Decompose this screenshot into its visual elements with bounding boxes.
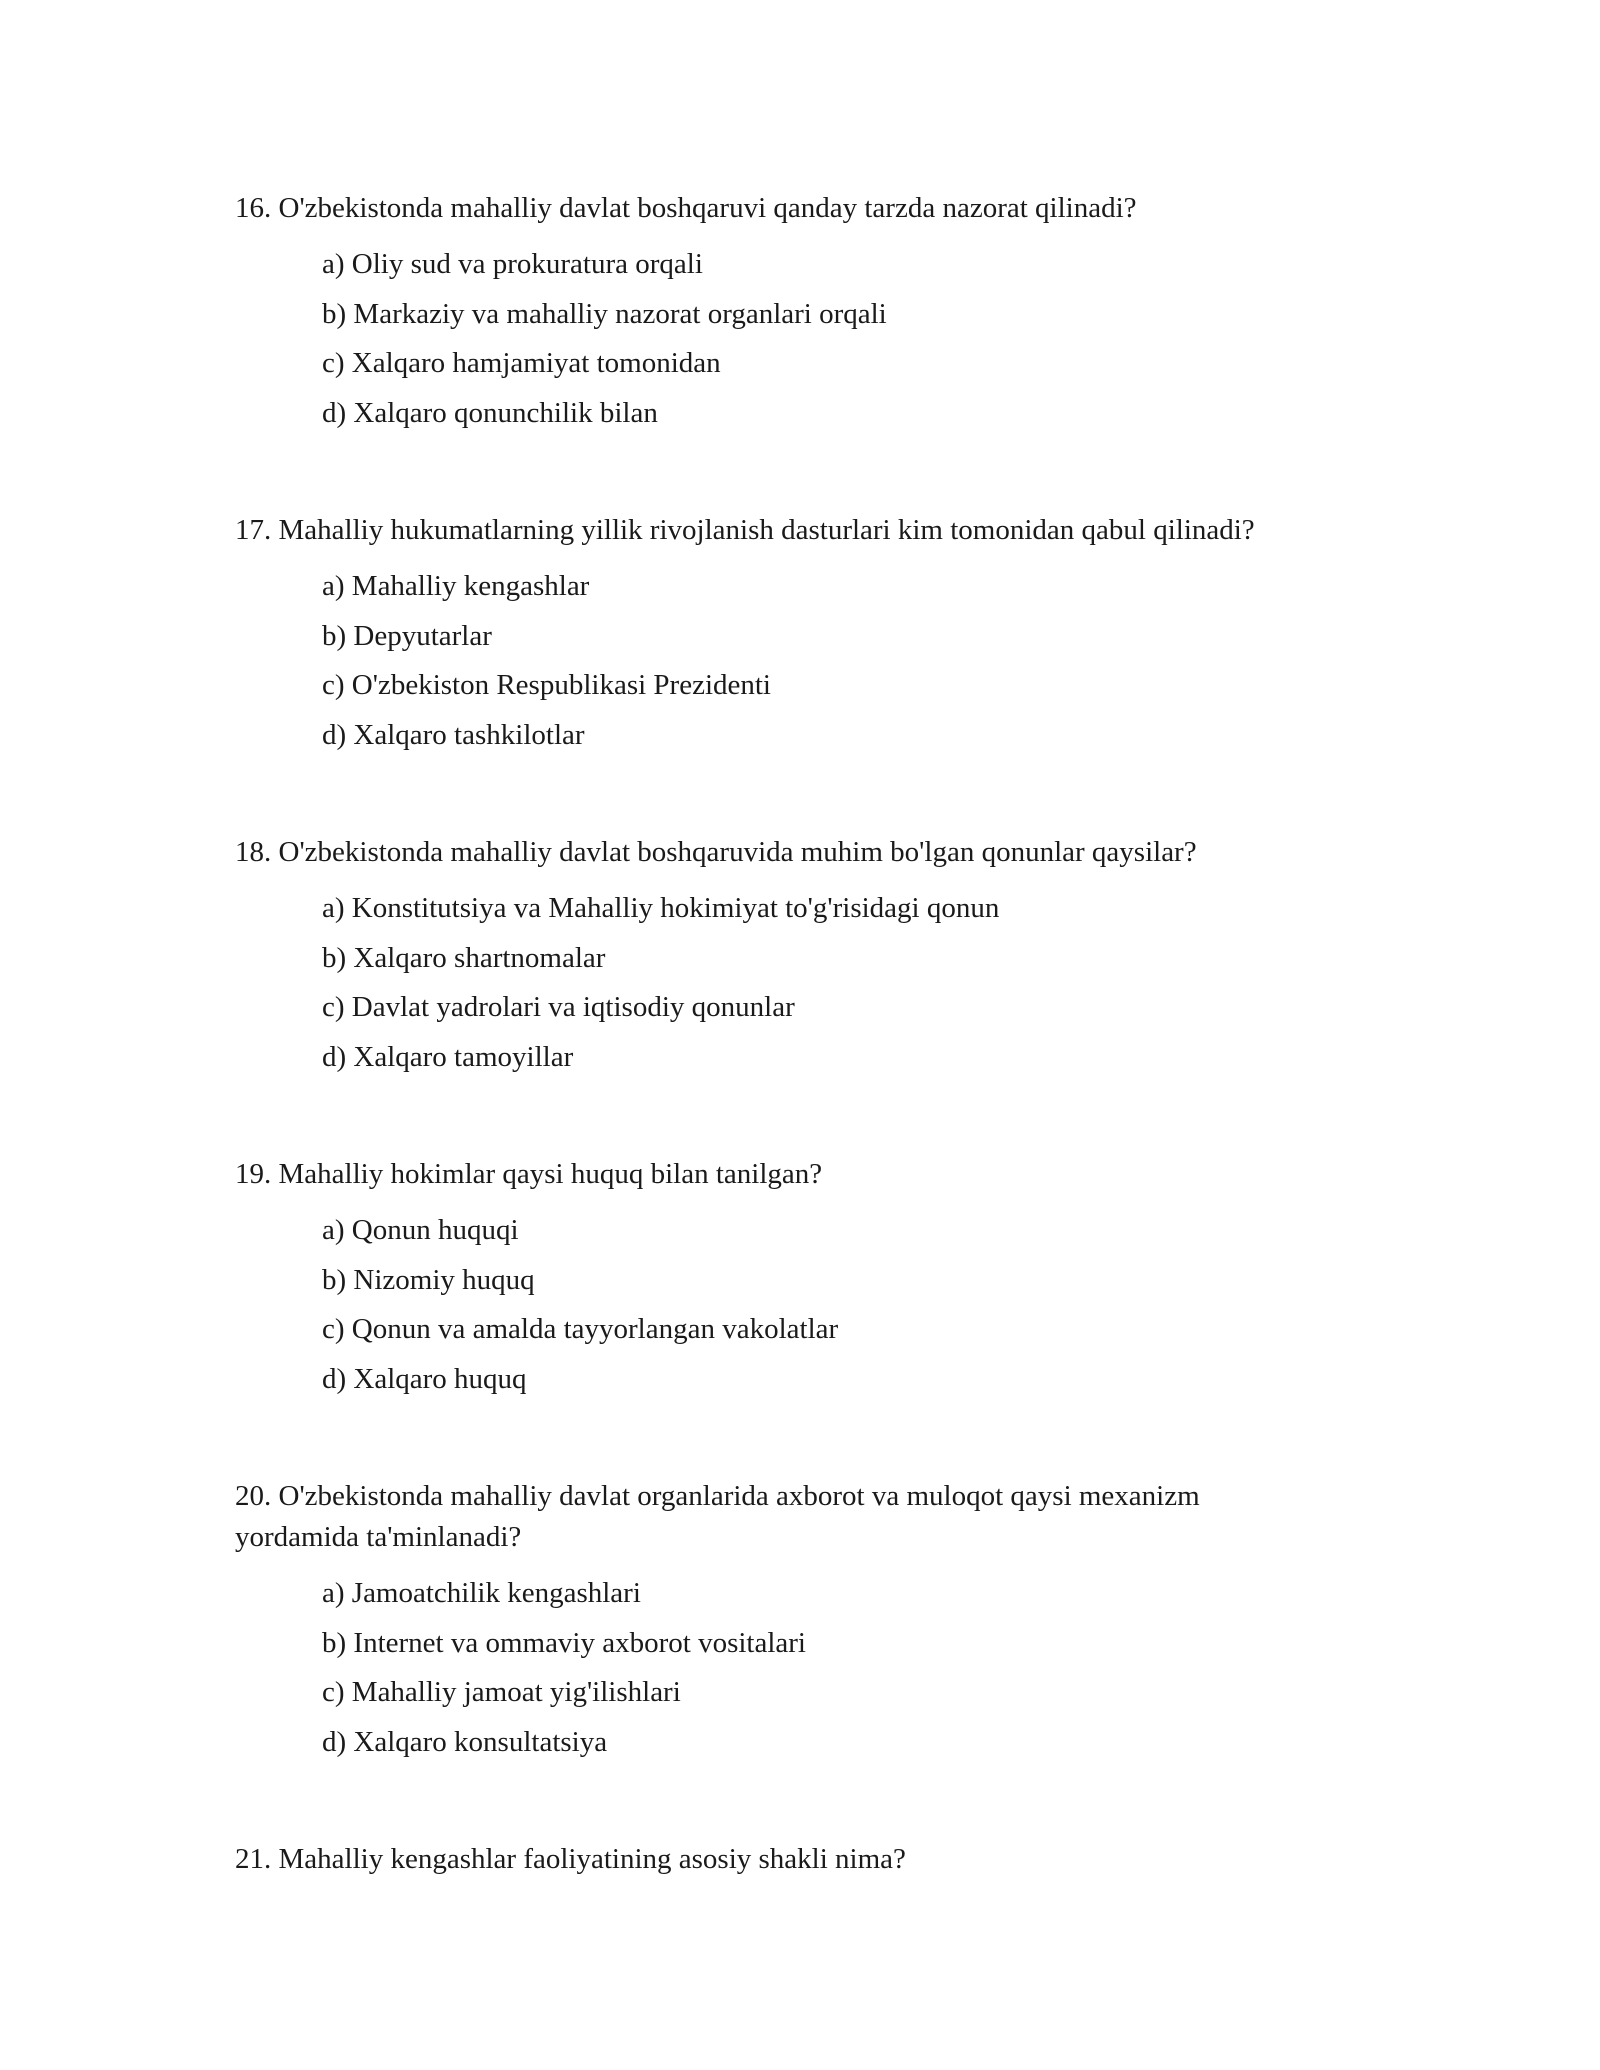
option-c: c) Davlat yadrolari va iqtisodiy qonunlar: [322, 991, 795, 1023]
option-a: a) Oliy sud va prokuratura orqali: [322, 248, 703, 280]
question-text: 21. Mahalliy kengashlar faoliyatining asosiy shakli nima?: [235, 1843, 906, 1875]
option-d: d) Xalqaro konsultatsiya: [322, 1725, 608, 1758]
option-b: b) Internet va ommaviy axborot vositalari: [322, 1626, 806, 1659]
question-18: [235, 832, 1365, 1082]
option-d: d) Xalqaro qonunchilik bilan: [322, 396, 658, 429]
question-16: [235, 188, 1365, 438]
option-a: a) Konstitutsiya va Mahalliy hokimiyat to'g'risidagi qonun: [322, 892, 1000, 924]
option-a: a) Jamoatchilik kengashlari: [322, 1577, 641, 1609]
question-text: 19. Mahalliy hokimlar qaysi huquq bilan tanilgan?: [235, 1158, 823, 1190]
option-c: c) Qonun va amalda tayyorlangan vakolatlar: [322, 1313, 839, 1345]
question-21: [235, 1839, 1365, 1880]
answer-options: [235, 240, 1365, 438]
answer-options: [235, 884, 1365, 1082]
option-b: b) Depyutarlar: [322, 619, 492, 652]
option-b: b) Xalqaro shartnomalar: [322, 941, 606, 974]
option-c: c) Mahalliy jamoat yig'ilishlari: [322, 1676, 681, 1708]
option-b: b) Nizomiy huquq: [322, 1263, 535, 1296]
question-text: 16. O'zbekistonda mahalliy davlat boshqaruvi qanday tarzda nazorat qilinadi?: [235, 192, 1137, 224]
answer-options: [235, 562, 1365, 760]
option-a: a) Qonun huquqi: [322, 1214, 519, 1246]
question-20: [235, 1476, 1365, 1767]
option-d: d) Xalqaro tamoyillar: [322, 1040, 574, 1073]
question-17: [235, 510, 1365, 760]
question-text-line-1: 20. O'zbekistonda mahalliy davlat organlarida axborot va muloqot qaysi mexanizm: [235, 1480, 1200, 1512]
question-text-line-2: yordamida ta'minlanadi?: [235, 1521, 522, 1553]
option-b: b) Markaziy va mahalliy nazorat organlari orqali: [322, 297, 887, 330]
answer-options: [235, 1569, 1365, 1767]
option-d: d) Xalqaro tashkilotlar: [322, 718, 585, 751]
question-text: 17. Mahalliy hukumatlarning yillik rivojlanish dasturlari kim tomonidan qabul qilinadi?: [235, 514, 1255, 546]
answer-options: [235, 1206, 1365, 1404]
option-c: c) O'zbekiston Respublikasi Prezidenti: [322, 669, 771, 701]
option-a: a) Mahalliy kengashlar: [322, 570, 590, 602]
question-19: [235, 1154, 1365, 1404]
question-text: 18. O'zbekistonda mahalliy davlat boshqaruvida muhim bo'lgan qonunlar qaysilar?: [235, 836, 1197, 868]
option-d: d) Xalqaro huquq: [322, 1362, 527, 1395]
option-c: c) Xalqaro hamjamiyat tomonidan: [322, 347, 721, 379]
